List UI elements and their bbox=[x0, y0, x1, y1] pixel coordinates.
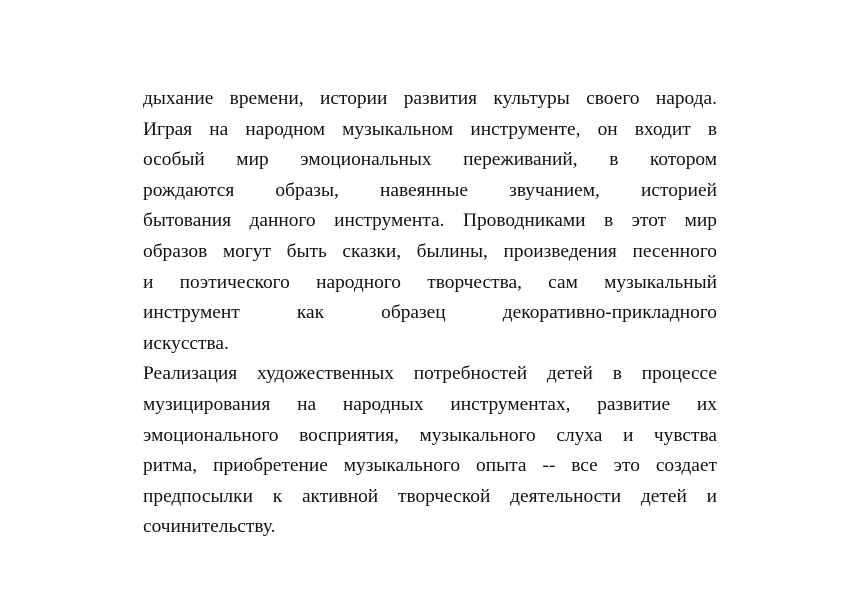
text-line: Реализация художественных потребностей детей в процессе bbox=[143, 363, 717, 385]
text-line: Играя на народном музыкальном инструменте, он входит в bbox=[143, 118, 717, 140]
text-line: сочинительству. bbox=[143, 516, 276, 538]
body-text bbox=[143, 84, 717, 543]
text-line: рождаются образы, навеянные звучанием, историей bbox=[143, 179, 717, 201]
text-line: эмоционального восприятия, музыкального слуха и чувства bbox=[143, 424, 717, 446]
text-line: искусства. bbox=[143, 332, 229, 354]
text-line: и поэтического народного творчества, сам музыкальный bbox=[143, 271, 717, 293]
text-line: инструмент как образец декоративно-прикладного bbox=[143, 302, 717, 324]
text-line: дыхание времени, истории развития культуры своего народа. bbox=[143, 88, 717, 109]
text-line: музицирования на народных инструментах, развитие их bbox=[143, 393, 717, 415]
text-line: особый мир эмоциональных переживаний, в котором bbox=[143, 149, 717, 171]
text-line: образов могут быть сказки, былины, произведения песенного bbox=[143, 240, 717, 262]
text-line: предпосылки к активной творческой деятельности детей и bbox=[143, 485, 717, 507]
text-line: бытования данного инструмента. Проводниками в этот мир bbox=[143, 210, 717, 232]
text-line: ритма, приобретение музыкального опыта -- все это создает bbox=[143, 455, 717, 477]
